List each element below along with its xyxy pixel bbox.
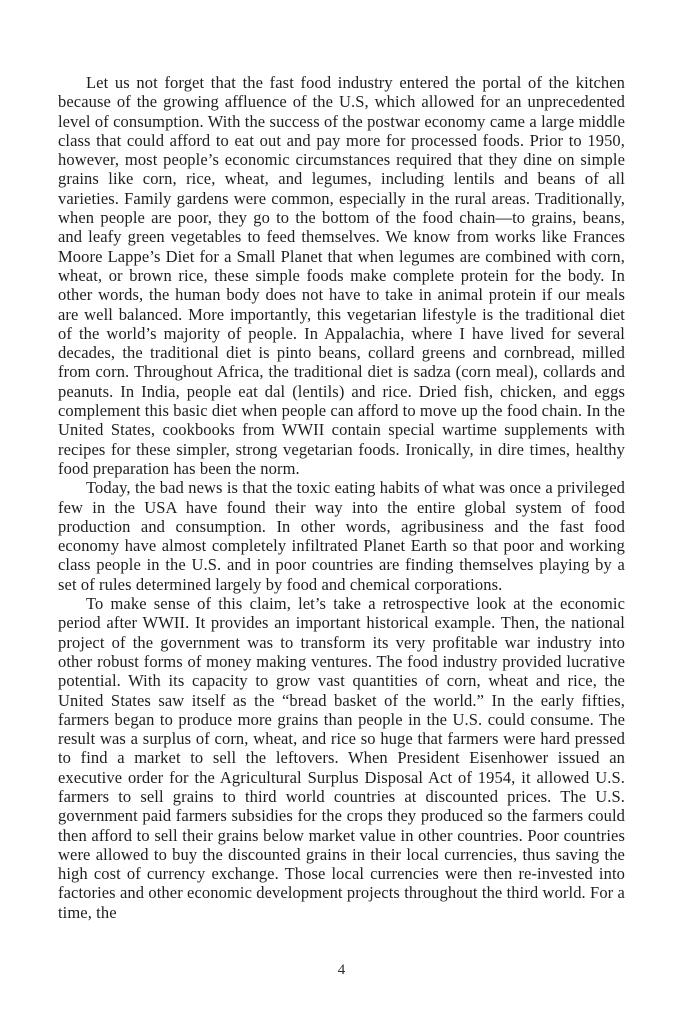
body-paragraph-3: To make sense of this claim, let’s take a retrospective look at the economic period after WWII. It provides an important historical example. Then, the national project of the government was to transform its very profitable war industry into other robust forms of money making ventures. The food industry provided lucrative potential. With its capacity to grow vast quantities of corn, wheat and rice, the United States saw itself as the “bread basket of the world.” In the early fifties, farmers began to produce more grains than people in the U.S. could consume. The result was a surplus of corn, wheat, and rice so huge that farmers were hard pressed to find a market to sell the leftovers. When President Eisenhower issued an executive order for the Agricultural Surplus Disposal Act of 1954, it allowed U.S. farmers to sell grains to third world countries at discounted prices. The U.S. government paid farmers subsidies for the crops they produced so the farmers could then afford to sell their grains below market value in other countries. Poor countries were allowed to buy the discounted grains in their local currencies, thus saving the high cost of currency exchange. Those local currencies were then re-invested into factories and other economic development projects throughout the third world. For a time, the xyxy=(58,594,625,922)
body-paragraph-1: Let us not forget that the fast food industry entered the portal of the kitchen because of the growing affluence of the U.S, which allowed for an unprecedented level of consumption. With the success of the postwar economy came a large middle class that could afford to eat out and pay more for processed foods. Prior to 1950, however, most people’s economic circumstances required that they dine on simple grains like corn, rice, wheat, and legumes, including lentils and beans of all varieties. Family gardens were common, especially in the rural areas. Traditionally, when people are poor, they go to the bottom of the food chain—to grains, beans, and leafy green vegetables to feed themselves. We know from works like Frances Moore Lappe’s Diet for a Small Planet that when legumes are combined with corn, wheat, or brown rice, these simple foods make complete protein for the body. In other words, the human body does not have to take in animal protein if our meals are well balanced. More importantly, this vegetarian lifestyle is the traditional diet of the world’s majority of people. In Appalachia, where I have lived for several decades, the traditional diet is pinto beans, collard greens and cornbread, milled from corn. Throughout Africa, the traditional diet is sadza (corn meal), collards and peanuts. In India, people eat dal (lentils) and rice. Dried fish, chicken, and eggs complement this basic diet when people can afford to move up the food chain. In the United States, cookbooks from WWII contain special wartime supplements with recipes for these simpler, strong vegetarian foods. Ironically, in dire times, healthy food preparation has been the norm. xyxy=(58,73,625,478)
page-text-block xyxy=(58,73,625,922)
page-number: 4 xyxy=(337,962,346,978)
body-paragraph-2: Today, the bad news is that the toxic eating habits of what was once a privileged few in the USA have found their way into the entire global system of food production and consumption. In other words, agribusiness and the fast food economy have almost completely infiltrated Planet Earth so that poor and working class people in the U.S. and in poor countries are finding themselves playing by a set of rules determined largely by food and chemical corporations. xyxy=(58,478,625,594)
